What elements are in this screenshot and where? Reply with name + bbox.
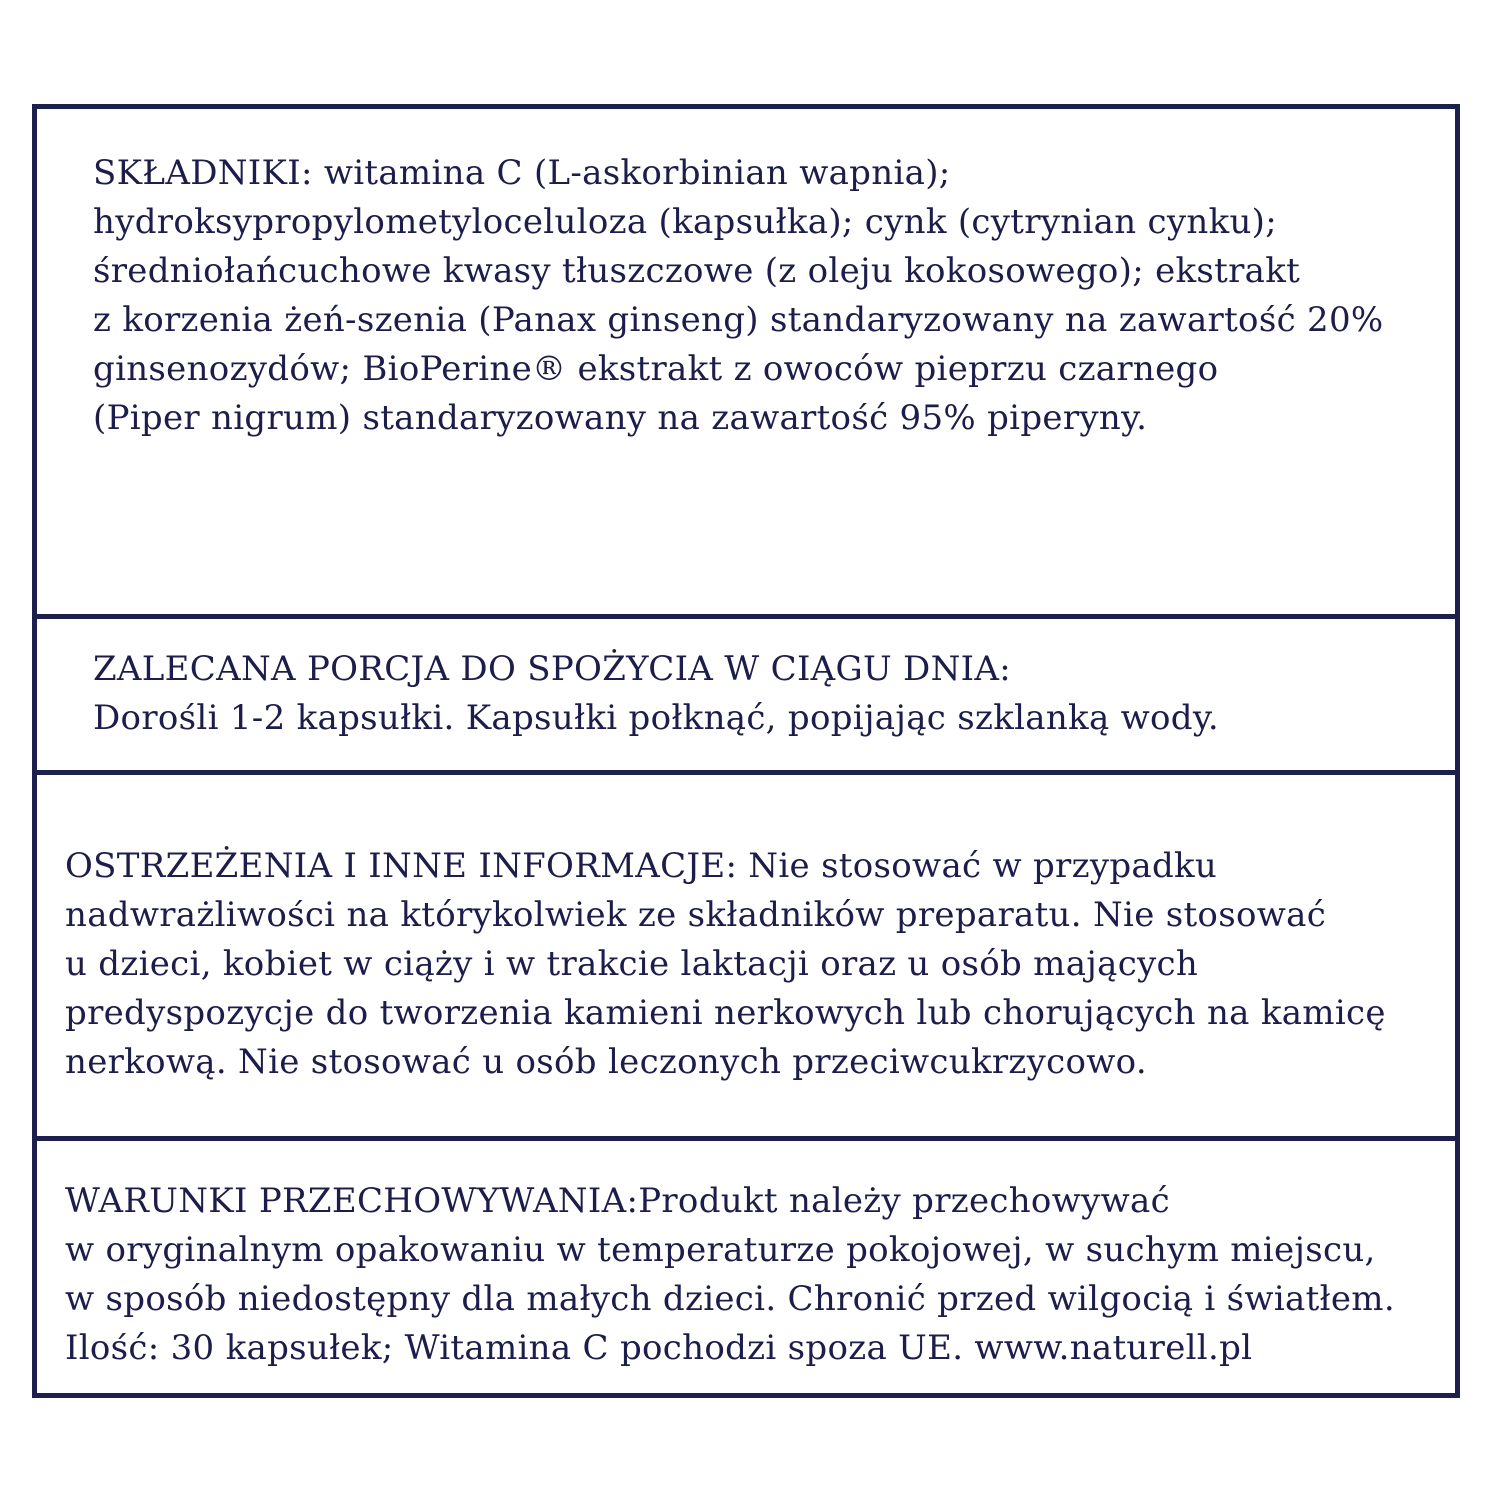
label-panel	[32, 104, 1460, 1398]
ingredients-text: witamina C (L-askorbinian wapnia); hydroksypropylometyloceluloza (kapsułka); cynk (cytrynian cynku); średniołańcuchowe kwasy tłuszczowe (z oleju kokosowego); ekstrakt z korzenia żeń-szenia (Panax ginseng) standaryzowany na zawartość 20% ginsenozydów; BioPerine® ekstrakt z owoców pieprzu czarnego (Piper nigrum) standaryzowany na zawartość 95% piperyny.	[93, 153, 1384, 438]
storage-heading: WARUNKI PRZECHOWYWANIA:	[65, 1181, 639, 1221]
dosage-text: Dorośli 1-2 kapsułki. Kapsułki połknąć, popijając szklanką wody.	[93, 698, 1219, 738]
warnings-text: Nie stosować w przypadku nadwrażliwości na którykolwiek ze składników preparatu. Nie stosować u dzieci, kobiet w ciąży i w trakcie laktacji oraz u osób mających predyspozycje do tworzenia kamieni nerkowych lub chorujących na kamicę nerkową. Nie stosować u osób leczonych przeciwcukrzycowo.	[65, 846, 1386, 1082]
section-divider	[37, 1136, 1455, 1141]
section-divider	[37, 770, 1455, 775]
dosage-heading: ZALECANA PORCJA DO SPOŻYCIA W CIĄGU DNIA:	[93, 649, 1011, 689]
storage-section	[65, 1177, 1425, 1373]
warnings-heading: OSTRZEŻENIA I INNE INFORMACJE:	[65, 846, 738, 886]
ingredients-heading: SKŁADNIKI:	[93, 153, 313, 193]
dosage-section	[93, 645, 1423, 743]
warnings-section	[65, 842, 1425, 1087]
storage-text: Produkt należy przechowywać w oryginalnym opakowaniu w temperaturze pokojowej, w suchym miejscu, w sposób niedostępny dla małych dzieci. Chronić przed wilgocią i światłem. Ilość: 30 kapsułek; Witamina C pochodzi spoza UE. www.naturell.pl	[65, 1181, 1395, 1368]
ingredients-section	[93, 149, 1423, 443]
section-divider	[37, 614, 1455, 619]
